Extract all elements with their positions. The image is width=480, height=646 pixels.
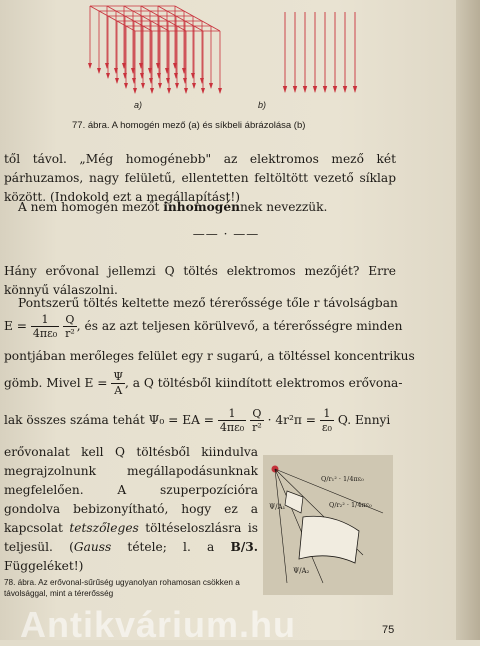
- text-span: tétele; l. a: [111, 540, 231, 554]
- grid-line: [141, 6, 186, 31]
- field-arrow: [106, 73, 110, 79]
- field-arrow: [114, 68, 118, 74]
- field-arrow: [293, 86, 297, 93]
- field-arrow: [150, 88, 154, 94]
- figure-78-label-psi2: Ψ/A₂: [293, 567, 310, 575]
- term-inhomogen: inhomogén: [163, 200, 240, 214]
- figure-77-caption: 77. ábra. A homogén mező (a) és síkbeli ábrázolása (b): [72, 120, 306, 131]
- field-arrow: [175, 83, 179, 89]
- field-arrow: [123, 73, 127, 79]
- watermark-antikvarium: Antikvárium.hu: [20, 604, 297, 645]
- equation-lhs: E =: [4, 319, 27, 333]
- field-arrow: [313, 86, 317, 93]
- formula-line-field: [4, 313, 403, 340]
- figure-78-label-top: Q/r₁² · 1/4πε₀: [321, 475, 364, 483]
- numerator: Q: [250, 407, 264, 421]
- field-arrow: [283, 86, 287, 93]
- numerator: 1: [31, 313, 59, 327]
- section-separator: —— · ——: [192, 227, 260, 241]
- field-arrow: [133, 88, 137, 94]
- fraction-psi-over-a: [111, 370, 125, 397]
- figure-78-flux-density: [263, 455, 393, 595]
- denominator: 4πε₀: [32, 327, 58, 340]
- field-arrow: [343, 86, 347, 93]
- figure-77-homogeneous-field: [70, 0, 370, 118]
- denominator: A: [114, 384, 123, 397]
- paragraph-homogeneous: től távol. „Még homogénebb" az elektromos mező két párhuzamos, nagy felületű, ellentetten feltöltött vezető síklap között. (Indokold ezt a megállapítást!): [4, 152, 396, 204]
- denominator: r²: [252, 421, 262, 434]
- grid-line: [90, 6, 135, 31]
- paragraph-gauss: [4, 443, 258, 576]
- page-edge: [456, 0, 480, 640]
- field-arrow: [88, 63, 92, 69]
- numerator: Q: [63, 313, 77, 327]
- field-arrow: [158, 83, 162, 89]
- fraction-one-over-4pie: [218, 407, 246, 434]
- field-arrow: [218, 88, 222, 94]
- fraction-one-over-eps0: [320, 407, 334, 434]
- field-arrow: [122, 63, 126, 69]
- text-span: nek nevezzük.: [239, 200, 328, 214]
- figure-78-caption: 78. ábra. Az erővonal-sűrűség ugyanolyan rohamosan csökken a távolsággal, mint a térerősség: [4, 578, 240, 598]
- text-span: A nem homogén mezőt: [18, 200, 164, 214]
- numerator: 1: [218, 407, 246, 421]
- paragraph-question: Hány erővonal jellemzi Q töltés elektromos mezőjét? Erre könnyű válaszolni.: [4, 264, 396, 297]
- figure-77-label-b: b): [258, 100, 267, 110]
- text-span: gömb. Mivel E =: [4, 376, 108, 390]
- grid-line: [158, 6, 203, 31]
- field-arrow: [97, 68, 101, 74]
- emphasis: tetszőleges: [69, 521, 139, 535]
- text-span: , a Q töltésből kiindított elektromos erővona-: [125, 376, 403, 390]
- figure-78-label-mid: Q/r₂² · 1/4πε₀: [329, 501, 372, 509]
- field-arrow: [333, 86, 337, 93]
- grid-line: [107, 6, 152, 31]
- numerator: Ψ: [113, 370, 124, 383]
- field-arrow: [303, 86, 307, 93]
- field-arrow: [105, 63, 109, 69]
- field-arrow: [167, 88, 171, 94]
- field-arrow: [141, 83, 145, 89]
- page-number: 75: [382, 624, 395, 636]
- denominator: r²: [65, 327, 75, 340]
- text-span: · 4r²π =: [267, 413, 316, 427]
- field-arrow: [184, 88, 188, 94]
- text-line: pontjában merőleges felület egy r sugarú, a töltéssel koncentrikus: [4, 349, 415, 363]
- field-arrow: [124, 83, 128, 89]
- field-lines-a: [88, 6, 222, 94]
- paragraph-inhomogeneous: [4, 198, 396, 217]
- text-span: Függeléket!): [4, 559, 84, 573]
- text-span: , és az azt teljesen körülvevő, a térerősségre minden: [76, 319, 403, 333]
- small-surface-a1: [285, 491, 303, 513]
- field-grid-3d: [90, 6, 220, 31]
- large-surface-a2: [299, 516, 359, 563]
- field-arrow: [323, 86, 327, 93]
- fraction-q-over-r2: [63, 313, 77, 340]
- field-arrow: [353, 86, 357, 93]
- text-span: erővonalat kell Q töltésből kiindulva megrajzolnunk megállapodásunknak megfelelően. A szuperpozícióra gondolva bebizonyítható, hogy ez a kapcsolat: [4, 445, 258, 535]
- fraction-q-over-r2: [250, 407, 264, 434]
- text-span: töltéseloszlásra is teljesül. (: [4, 521, 258, 554]
- text-line: Pontszerű töltés keltette mező térerőssége tőle r távolságban: [18, 296, 398, 310]
- denominator: 4πε₀: [219, 421, 245, 434]
- figure-77-label-a: a): [134, 100, 143, 110]
- field-arrow: [201, 88, 205, 94]
- field-arrow: [115, 78, 119, 84]
- formula-line-psi: [4, 370, 403, 397]
- fraction-one-over-4pie: [31, 313, 59, 340]
- field-lines-b: [283, 12, 357, 93]
- denominator: ε₀: [321, 421, 332, 434]
- formula-line-flux: [4, 407, 398, 434]
- field-arrow: [209, 83, 213, 89]
- name-gauss: Gauss: [73, 540, 112, 554]
- figure-78-label-psi1: Ψ/A₁: [269, 503, 286, 511]
- text-span: Q. Ennyi: [337, 413, 391, 427]
- field-arrow: [192, 83, 196, 89]
- grid-line: [175, 6, 220, 31]
- numerator: 1: [320, 407, 334, 421]
- appendix-ref: B/3.: [230, 540, 258, 554]
- text-span: lak összes száma tehát Ψ₀ = EA =: [4, 413, 214, 427]
- grid-line: [124, 6, 169, 31]
